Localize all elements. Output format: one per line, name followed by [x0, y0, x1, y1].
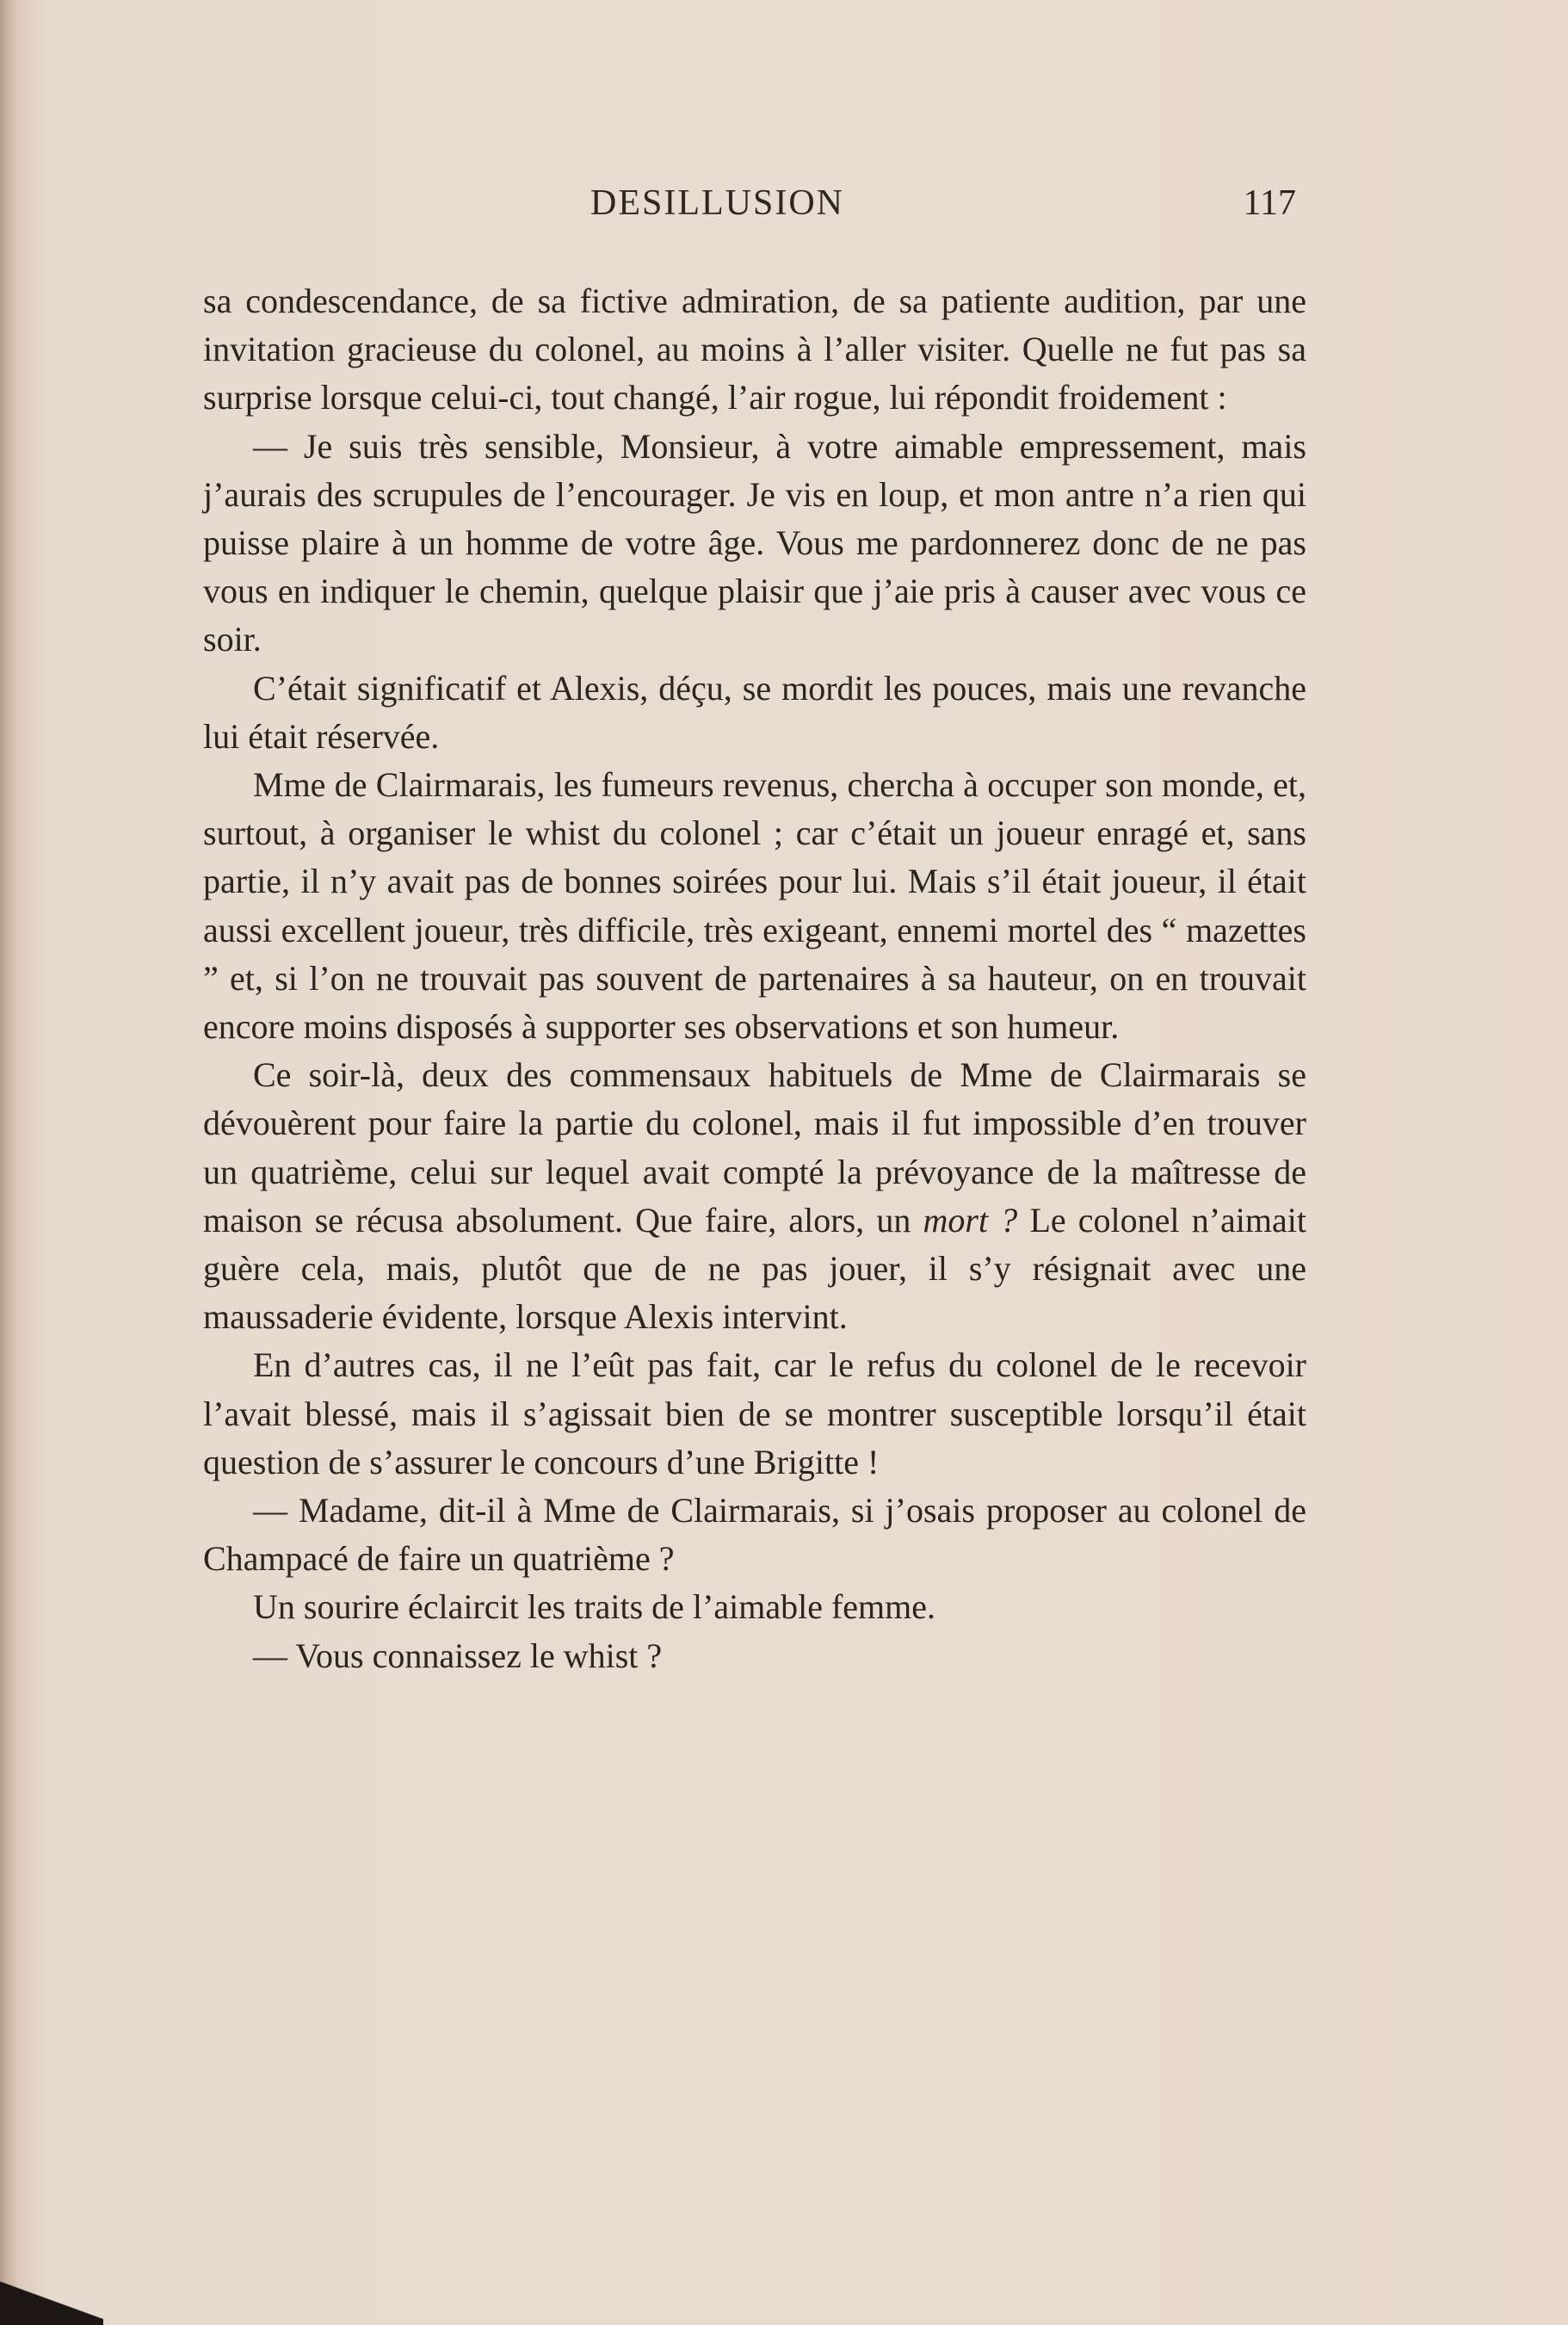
paragraph-colonel-reply: — Je suis très sensible, Monsieur, à votre aimable empressement, mais j’aurais des scrupules de l’encourager. Je vis en loup, et mon antre n’a rien qui puisse plaire à un homme de votre âge. Vous me pardonnerez donc de ne pas vous en indiquer le chemin, quelque plaisir que j’aie pris à causer avec vous ce soir. — [203, 426, 1306, 659]
paragraph-autres-cas: En d’autres cas, il ne l’eût pas fait, car le refus du colonel de le recevoir l’avait blessé, mais il s’agissait bien de se montrer susceptible lorsqu’il était question de s’assurer le concours d’une Brigitte ! — [203, 1345, 1306, 1481]
paragraph-alexis-decu: C’était significatif et Alexis, déçu, se mordit les pouces, mais une revanche lui était réservée. — [203, 668, 1306, 756]
paragraph-continuation: sa condescendance, de sa fictive admiration, de sa patiente audition, par une invitation gracieuse du colonel, au moins à l’aller visiter. Quelle ne fut pas sa surprise lorsque celui-ci, tout changé, l’air rogue, lui répondit froidement : — [203, 281, 1306, 417]
page-header — [203, 182, 1296, 234]
paragraph-sourire: Un sourire éclaircit les traits de l’aimable femme. — [253, 1587, 936, 1627]
paragraph-ce-soir-la-end: Le colonel n’aimait guère cela, mais, plutôt que de ne pas jouer, il s’y résignait avec une maussaderie évidente, lorsque Alexis intervint. — [203, 1200, 1307, 1337]
paragraph-ce-soir-la-start: Ce soir-là, deux des commensaux habituels de Mme de Clairmarais se dévouèrent pour faire la partie du colonel, mais il fut impossible d’en trouver un quatrième, celui sur lequel avait compté la prévoyance de la maîtresse de maison se récusa absolument. Que faire, alors, un — [203, 1055, 1306, 1240]
paragraph-whist-question: — Vous connaissez le whist ? — [253, 1636, 663, 1675]
body-text — [203, 277, 1306, 1680]
paragraph-madame-dialogue: — Madame, dit-il à Mme de Clairmarais, si j’osais proposer au colonel de Champacé de faire un quatrième ? — [203, 1491, 1306, 1579]
page-corner-shadow — [0, 2265, 103, 2325]
paragraph-whist: Mme de Clairmarais, les fumeurs revenus, chercha à occuper son monde, et, surtout, à organiser le whist du colonel ; car c’était un joueur enragé et, sans partie, il n’y avait pas de bonnes soirées pour lui. Mais s’il était joueur, il était aussi excellent joueur, très difficile, très exigeant, ennemi mortel des “ mazettes ” et, si l’on ne trouvait pas souvent de partenaires à sa hauteur, on en trouvait encore moins disposés à supporter ses observations et son humeur. — [203, 765, 1306, 1047]
binding-edge — [0, 0, 19, 2325]
running-title: DESILLUSION — [590, 183, 844, 223]
page-number: 117 — [1243, 183, 1296, 223]
italic-mort: mort ? — [923, 1200, 1018, 1240]
paragraph-ce-soir-la — [203, 1051, 1306, 1341]
